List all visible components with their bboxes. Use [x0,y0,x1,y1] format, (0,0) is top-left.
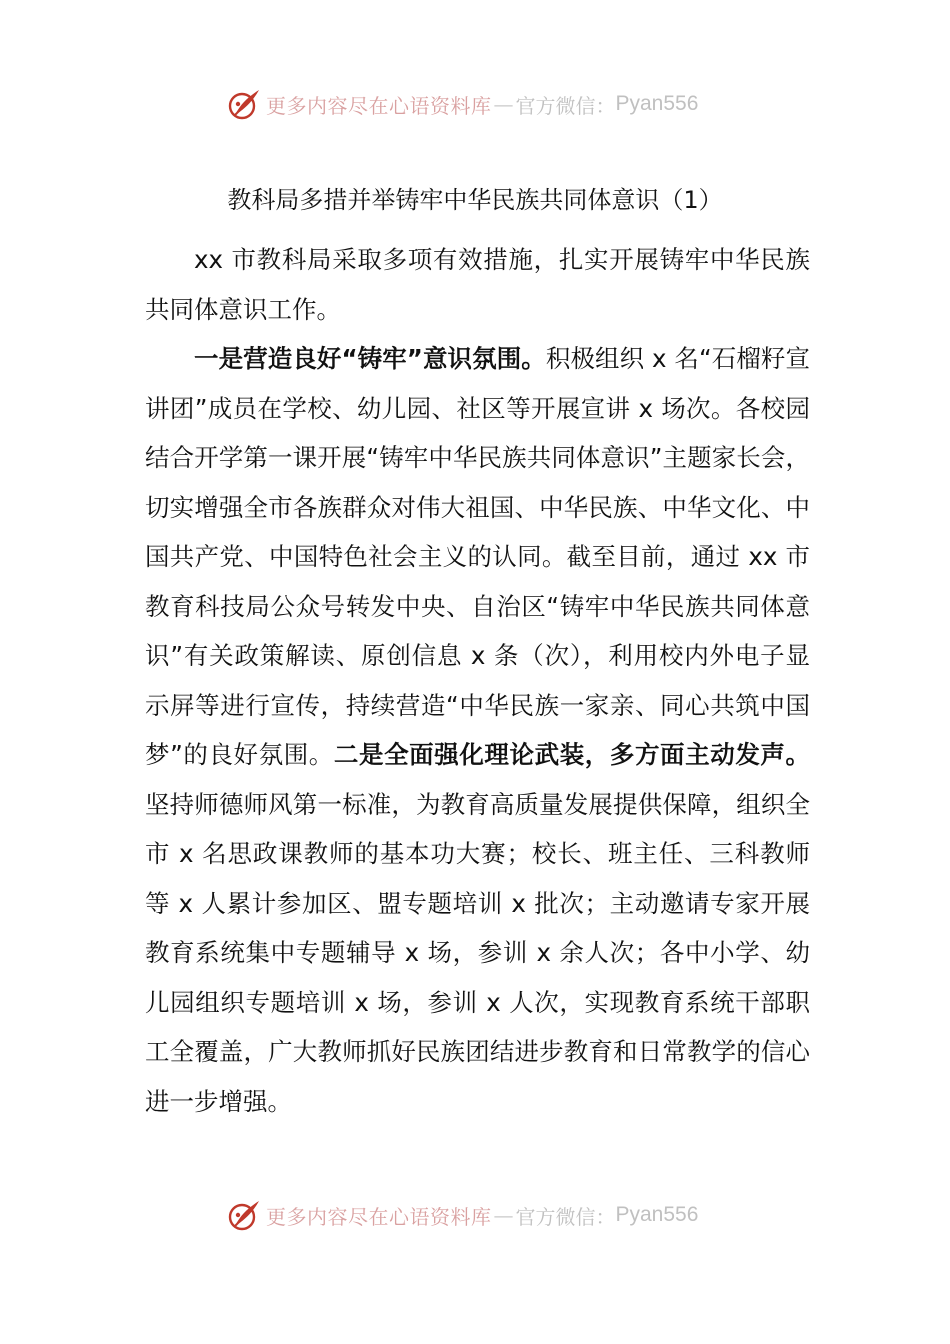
watermark-wechat-id: Pyan556 [615,92,699,115]
header-watermark [226,84,746,124]
watermark-separator: — [493,1203,514,1227]
watermark-wechat-label: 官方微信： [515,93,616,118]
document-title: 教科局多措并举铸牢中华民族共同体意识（1） [227,186,723,214]
watermark-wechat-id: Pyan556 [615,1203,699,1226]
quill-logo-icon [226,1197,262,1233]
watermark-wechat-label: 官方微信： [515,1204,616,1229]
intro-paragraph: xx 市教科局采取多项有效措施，扎实开展铸牢中华民族共同体意识工作。 [145,245,810,324]
footer-watermark [226,1195,746,1235]
section1-body: 积极组织 x 名“石榴籽宣讲团”成员在学校、幼儿园、社区等开展宣讲 x 场次。各校园结合开学第一课开展“铸牢中华民族共同体意识”主题家长会，切实增强全市各族群众对伟大祖国、中华民族、中华文化、中国共产党、中国特色社会主义的认同。截至目前，通过 xx 市教育科技局公众号转发中央、自治区“铸牢中华民族共同体意识”有关政策解读、原创信息 x 条（次），利用校内外电子显示屏等进行宣传，持续营造“中华民族一家亲、同心共筑中国梦”的良好氛围。 [145,344,810,769]
watermark-separator: — [493,92,514,116]
section2-heading: 二是全面强化理论武装，多方面主动发声。 [333,740,810,769]
body-paragraph [145,334,810,1126]
watermark-site-text: 更多内容尽在心语资料库 [266,1204,492,1229]
section1-heading: 一是营造良好“铸牢”意识氛围。 [194,344,546,373]
watermark-site-text: 更多内容尽在心语资料库 [266,93,492,118]
quill-logo-icon [226,86,262,122]
section2-body: 坚持师德师风第一标准，为教育高质量发展提供保障，组织全市 x 名思政课教师的基本功大赛；校长、班主任、三科教师等 x 人累计参加区、盟专题培训 x 批次；主动邀请专家开展教育系统集中专题辅导 x 场，参训 x 余人次；各中小学、幼儿园组织专题培训 x 场，参训 x 人次，实现教育系统干部职工全覆盖，广大教师抓好民族团结进步教育和日常教学的信心进一步增强。 [145,789,810,1116]
